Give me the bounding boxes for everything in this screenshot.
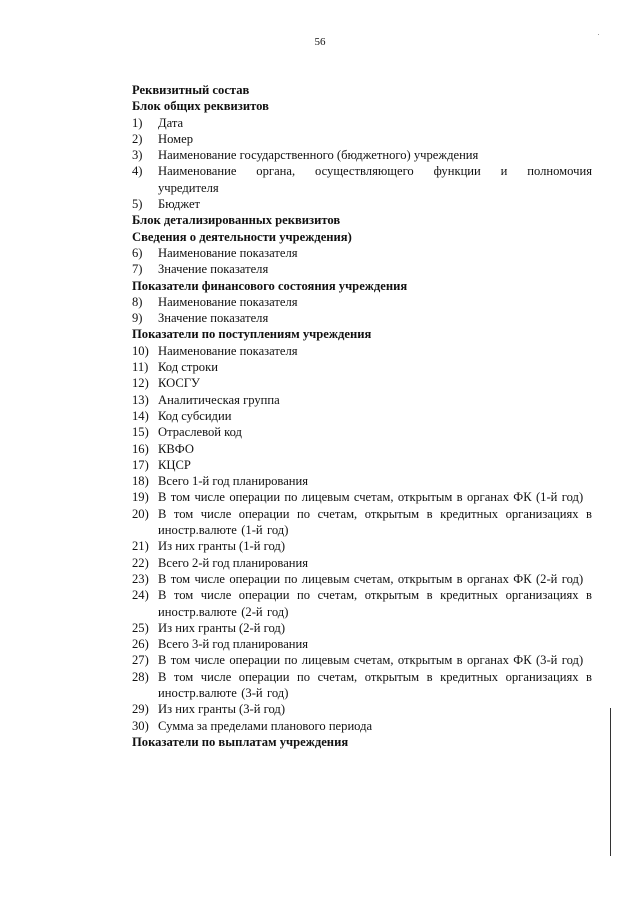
list-item-number: 14) — [132, 408, 149, 423]
list-item-text: Из них гранты (1-й год) — [158, 539, 286, 554]
list-item — [132, 473, 592, 489]
list-item — [132, 636, 592, 652]
section-heading: Показатели финансового состояния учреждения — [132, 278, 408, 293]
list-item-text: Из них гранты (3-й год) — [158, 702, 286, 717]
list-item-number: 4) — [132, 164, 143, 179]
list-item — [132, 652, 592, 668]
list-item — [132, 441, 592, 457]
list-item-text: КЦСР — [158, 457, 191, 472]
list-item-text: Наименование показателя — [158, 343, 298, 358]
list-item-number: 9) — [132, 311, 143, 326]
list-item — [132, 555, 592, 571]
list-item-text: Всего 2-й год планирования — [158, 555, 309, 570]
list-item-text: В том числе операции по лицевым счетам, открытым в органах ФК (3-й год) — [158, 653, 584, 668]
list-item-text: Наименование государственного (бюджетного) учреждения — [158, 148, 479, 163]
list-item-text: В том числе операции по счетам, открытым в кредитных организациях в иностр.валюте (1-й год) — [158, 506, 592, 538]
section-heading: Показатели по поступлениям учреждения — [132, 327, 372, 342]
list-item-number: 12) — [132, 376, 149, 391]
list-item — [132, 538, 592, 554]
list-item-text: В том числе операции по лицевым счетам, открытым в органах ФК (1-й год) — [158, 490, 584, 505]
list-item-number: 7) — [132, 262, 143, 277]
list-item-text: Значение показателя — [158, 311, 269, 326]
list-item — [132, 701, 592, 717]
section-heading: Реквизитный состав — [132, 83, 250, 97]
list-item-text: Отраслевой код — [158, 425, 242, 440]
list-item — [132, 408, 592, 424]
list-item-number: 11) — [132, 360, 149, 375]
list-item — [132, 457, 592, 473]
list-item-number: 23) — [132, 571, 149, 586]
list-item — [132, 343, 592, 359]
list-item-text: Значение показателя — [158, 262, 269, 277]
list-item-number: 28) — [132, 669, 149, 684]
list-item-number: 10) — [132, 343, 149, 358]
list-item-number: 27) — [132, 653, 149, 668]
list-item-number: 15) — [132, 425, 149, 440]
list-item — [132, 131, 592, 147]
list-item — [132, 489, 592, 505]
section-heading: Показатели по выплатам учреждения — [132, 734, 349, 749]
scan-speck — [598, 34, 599, 35]
list-item-number: 30) — [132, 718, 149, 733]
list-item-text: КОСГУ — [158, 376, 200, 391]
list-item — [132, 196, 592, 212]
list-item-number: 3) — [132, 148, 143, 163]
page-number: 56 — [314, 36, 326, 48]
list-item-text: В том числе операции по счетам, открытым в кредитных организациях в иностр.валюте (3-й год) — [158, 669, 592, 700]
list-item-number: 8) — [132, 294, 143, 309]
list-item-text: Аналитическая группа — [158, 392, 280, 407]
list-item-text: Из них гранты (2-й год) — [158, 620, 286, 635]
list-item-number: 13) — [132, 392, 149, 407]
list-item-number: 22) — [132, 555, 149, 570]
list-item — [132, 294, 592, 310]
list-item-number: 24) — [132, 588, 149, 603]
list-item — [132, 669, 592, 702]
list-item-text: КВФО — [158, 441, 194, 456]
list-item-number: 2) — [132, 131, 143, 146]
document-body — [132, 82, 592, 750]
list-item-text: Наименование показателя — [158, 294, 298, 309]
section-heading: Блок детализированных реквизитов — [132, 213, 341, 228]
list-item — [132, 587, 592, 620]
list-item-number: 21) — [132, 539, 149, 554]
list-item-number: 6) — [132, 245, 143, 260]
list-item — [132, 506, 592, 539]
list-item — [132, 392, 592, 408]
list-item-number: 26) — [132, 637, 149, 652]
list-item-text: Дата — [158, 115, 184, 130]
list-item — [132, 245, 592, 261]
scan-margin-line — [610, 708, 611, 856]
list-item-number: 19) — [132, 490, 149, 505]
list-item — [132, 115, 592, 131]
list-item-number: 16) — [132, 441, 149, 456]
list-item-number: 1) — [132, 115, 143, 130]
list-item-text: Всего 1-й год планирования — [158, 474, 309, 489]
list-item-number: 25) — [132, 620, 149, 635]
list-item — [132, 147, 592, 163]
list-item — [132, 620, 592, 636]
list-item-number: 17) — [132, 457, 149, 472]
list-item — [132, 261, 592, 277]
list-item-text: Бюджет — [158, 197, 201, 212]
list-item-text: Код строки — [158, 360, 218, 375]
list-item-text: Код субсидии — [158, 408, 232, 423]
list-item-number: 20) — [132, 506, 149, 521]
list-item — [132, 375, 592, 391]
list-item-text: Всего 3-й год планирования — [158, 637, 309, 652]
list-item — [132, 310, 592, 326]
section-heading: Блок общих реквизитов — [132, 99, 269, 114]
list-item — [132, 359, 592, 375]
list-item-number: 29) — [132, 702, 149, 717]
list-item — [132, 718, 592, 734]
list-item-text: Сумма за пределами планового периода — [158, 718, 373, 733]
section-heading: Сведения о деятельности учреждения) — [132, 229, 352, 244]
list-item-number: 5) — [132, 197, 143, 212]
list-item — [132, 571, 592, 587]
list-item-text: Наименование органа, осуществляющего функции и полномочия учредителя — [158, 164, 592, 195]
list-item-text: В том числе операции по счетам, открытым в кредитных организациях в иностр.валюте (2-й год) — [158, 588, 592, 619]
list-item-text: Номер — [158, 131, 194, 146]
list-item — [132, 163, 592, 196]
list-item-text: Наименование показателя — [158, 245, 298, 260]
list-item-text: В том числе операции по лицевым счетам, открытым в органах ФК (2-й год) — [158, 571, 584, 586]
list-item-number: 18) — [132, 474, 149, 489]
list-item — [132, 424, 592, 440]
